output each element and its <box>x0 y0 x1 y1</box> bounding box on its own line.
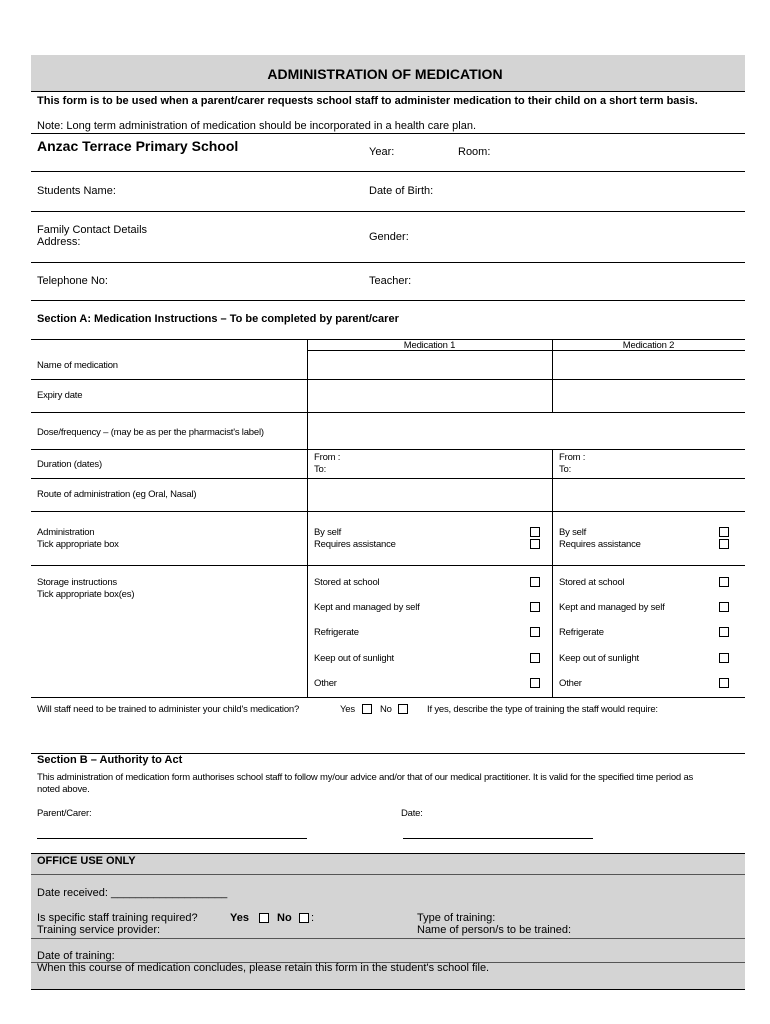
kept-managed-checkbox-2[interactable] <box>719 602 729 612</box>
table-line <box>31 511 745 512</box>
col-medication-1: Medication 1 <box>403 340 456 351</box>
table-line <box>31 565 745 566</box>
family-contact-label: Family Contact Details <box>37 224 148 236</box>
table-line <box>31 379 745 380</box>
form-title: ADMINISTRATION OF MEDICATION <box>267 66 503 82</box>
authority-text-line-1: This administration of medication form authorises school staff to follow my/our advice and/or that of our medical practitioner. It is valid for the specified time period as <box>37 772 694 783</box>
divider <box>31 171 745 172</box>
training-no-checkbox[interactable] <box>398 704 408 714</box>
row-route: Route of administration (eg Oral, Nasal) <box>37 489 197 500</box>
row-administration: Administration <box>37 527 95 538</box>
other-checkbox-2[interactable] <box>719 678 729 688</box>
table-line <box>31 478 745 479</box>
training-question: Will staff need to be trained to administer your child's medication? <box>37 704 300 715</box>
col-medication-2: Medication 2 <box>622 340 675 351</box>
training-yes-checkbox[interactable] <box>362 704 372 714</box>
from-label-2: From : <box>559 452 586 463</box>
kept-managed-label-2: Kept and managed by self <box>559 602 665 613</box>
refrigerate-checkbox-2[interactable] <box>719 627 729 637</box>
type-of-training-label: Type of training: <box>417 912 496 924</box>
office-colon: : <box>311 912 315 924</box>
other-label-1: Other <box>314 678 337 689</box>
row-storage: Storage instructions <box>37 577 117 588</box>
by-self-label-1: By self <box>314 527 342 538</box>
date-of-training-label: Date of training: <box>37 950 115 962</box>
office-yes-checkbox[interactable] <box>259 913 269 923</box>
refrigerate-label-1: Refrigerate <box>314 627 359 638</box>
stored-at-school-checkbox-1[interactable] <box>530 577 540 587</box>
row-duration: Duration (dates) <box>37 459 102 470</box>
requires-assistance-checkbox-1[interactable] <box>530 539 540 549</box>
stored-at-school-label-1: Stored at school <box>314 577 380 588</box>
by-self-label-2: By self <box>559 527 587 538</box>
retain-note: When this course of medication concludes, please retain this form in the student's school file. <box>37 962 490 974</box>
date-label: Date: <box>401 808 423 819</box>
office-no-label: No <box>277 912 292 924</box>
parent-carer-label: Parent/Carer: <box>37 808 92 819</box>
address-label: Address: <box>37 236 81 248</box>
training-if-yes: If yes, describe the type of training the staff would require: <box>427 704 658 715</box>
row-dose-frequency: Dose/frequency – (may be as per the pharmacist's label) <box>37 427 264 438</box>
requires-assistance-label-1: Requires assistance <box>314 539 396 550</box>
dob-label: Date of Birth: <box>369 185 434 197</box>
section-a-heading: Section A: Medication Instructions – To be completed by parent/carer <box>37 313 399 325</box>
date-signature-line[interactable] <box>403 838 593 839</box>
gender-label: Gender: <box>369 231 409 243</box>
to-label-2: To: <box>559 464 572 475</box>
divider <box>31 853 745 854</box>
divider <box>31 300 745 301</box>
divider <box>31 938 745 939</box>
keep-out-sunlight-checkbox-2[interactable] <box>719 653 729 663</box>
table-line <box>31 449 745 450</box>
to-label-1: To: <box>314 464 327 475</box>
stored-at-school-checkbox-2[interactable] <box>719 577 729 587</box>
date-received: Date received: ___________________ <box>37 887 228 899</box>
telephone-label: Telephone No: <box>37 275 108 287</box>
names-trained-label: Name of person/s to be trained: <box>417 924 572 936</box>
from-label-1: From : <box>314 452 341 463</box>
room-label: Room: <box>458 146 491 158</box>
divider <box>31 91 745 92</box>
row-expiry-date: Expiry date <box>37 390 83 401</box>
section-b-heading: Section B – Authority to Act <box>37 754 183 766</box>
by-self-checkbox-2[interactable] <box>719 527 729 537</box>
other-label-2: Other <box>559 678 582 689</box>
authority-text-line-2: noted above. <box>37 784 90 795</box>
table-line <box>31 412 745 413</box>
kept-managed-label-1: Kept and managed by self <box>314 602 420 613</box>
training-yes-label: Yes <box>340 704 355 715</box>
divider <box>31 262 745 263</box>
stored-at-school-label-2: Stored at school <box>559 577 625 588</box>
requires-assistance-checkbox-2[interactable] <box>719 539 729 549</box>
training-no-label: No <box>380 704 392 715</box>
row-storage-hint: Tick appropriate box(es) <box>37 589 135 600</box>
office-use-heading: OFFICE USE ONLY <box>37 855 136 867</box>
teacher-label: Teacher: <box>369 275 412 287</box>
parent-signature-line[interactable] <box>37 838 307 839</box>
school-name: Anzac Terrace Primary School <box>37 138 239 154</box>
student-name-label: Students Name: <box>37 185 116 197</box>
requires-assistance-label-2: Requires assistance <box>559 539 641 550</box>
office-no-checkbox[interactable] <box>299 913 309 923</box>
refrigerate-checkbox-1[interactable] <box>530 627 540 637</box>
other-checkbox-1[interactable] <box>530 678 540 688</box>
office-yes-label: Yes <box>230 912 249 924</box>
training-required-question: Is specific staff training required? <box>37 912 198 924</box>
year-label: Year: <box>369 146 395 158</box>
keep-out-sunlight-label-1: Keep out of sunlight <box>314 653 394 664</box>
keep-out-sunlight-label-2: Keep out of sunlight <box>559 653 639 664</box>
refrigerate-label-2: Refrigerate <box>559 627 604 638</box>
row-name-of-medication: Name of medication <box>37 360 118 371</box>
form-note: Note: Long term administration of medication should be incorporated in a health care plan. <box>37 120 477 132</box>
row-administration-hint: Tick appropriate box <box>37 539 119 550</box>
training-provider-label: Training service provider: <box>37 924 161 936</box>
keep-out-sunlight-checkbox-1[interactable] <box>530 653 540 663</box>
divider <box>31 989 745 990</box>
by-self-checkbox-1[interactable] <box>530 527 540 537</box>
table-line <box>552 449 553 697</box>
kept-managed-checkbox-1[interactable] <box>530 602 540 612</box>
table-line <box>31 697 745 698</box>
form-intro: This form is to be used when a parent/carer requests school staff to administer medication to their child on a short term basis. <box>37 95 698 107</box>
table-line <box>307 339 308 697</box>
divider <box>31 133 745 134</box>
divider <box>31 211 745 212</box>
divider <box>31 874 745 875</box>
